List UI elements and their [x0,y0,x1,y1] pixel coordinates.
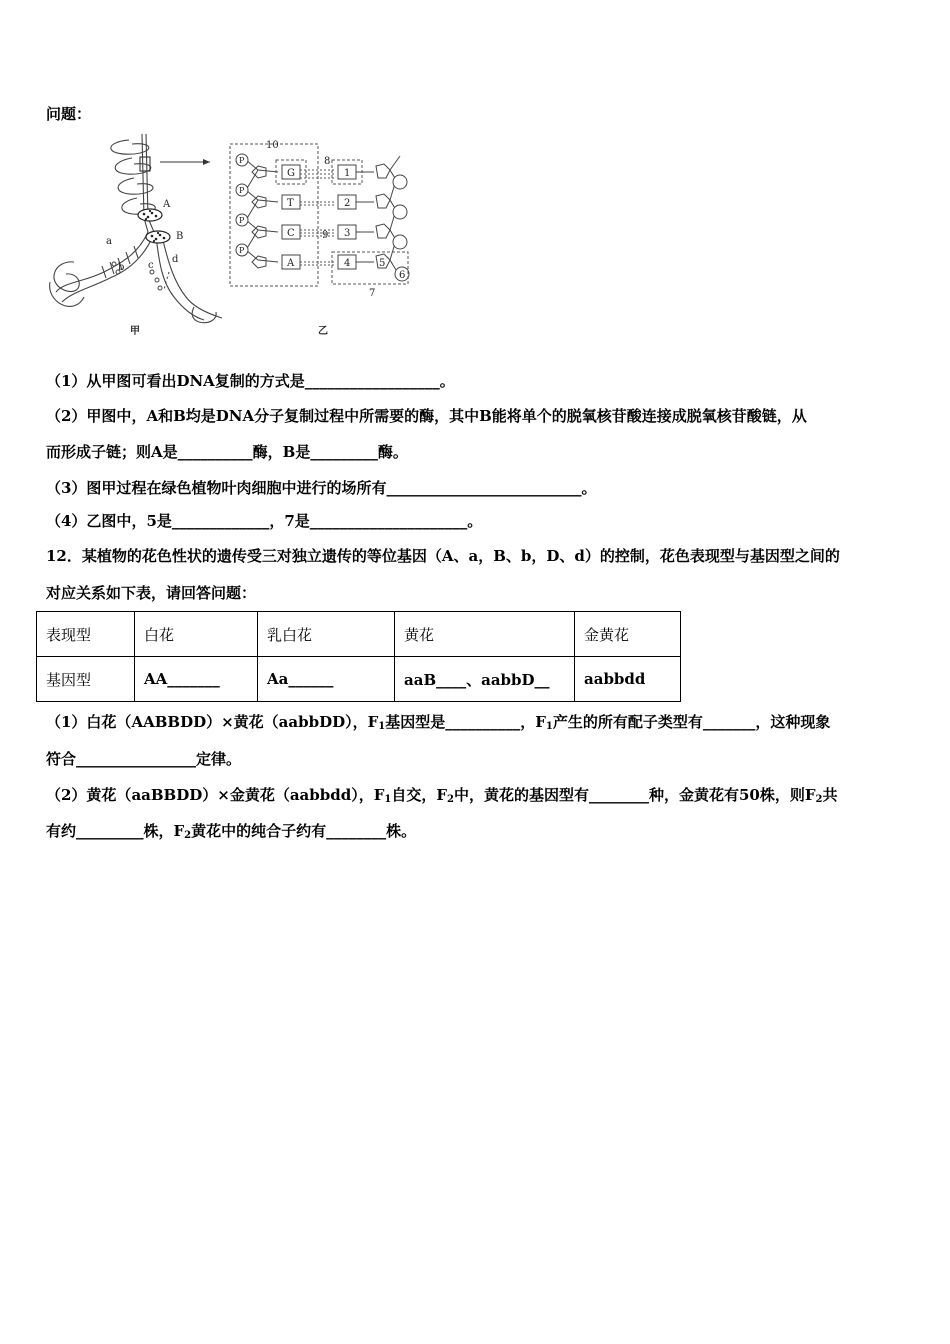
q12-s2a-text1: （2）黄花（aaBBDD）×金黄花（aabbdd），F [46,786,385,804]
q12-s2a-sub3: 2 [815,794,823,805]
phosphate-2: P [239,186,245,195]
q12-s2b-text1: 有约_________株，F [46,822,185,840]
q12-part1-line2: 符合________________定律。 [46,750,242,768]
num-5: 5 [379,258,386,269]
cell-white: 白花 [135,612,258,657]
q11-part3: （3）图甲过程在绿色植物叶肉细胞中进行的场所有__________________________。 [46,479,597,497]
figure-yi [230,140,409,337]
cell-milky-white: 乳白花 [258,612,395,657]
label-c: c [148,260,154,271]
num-8: 8 [324,156,331,167]
cell-genotype-milky: Aa______ [258,657,395,702]
base-1: 1 [344,168,351,179]
cell-genotype-yellow: aaB____、aabbD__ [395,657,575,702]
q12-s2a-text2: 自交，F [391,786,447,804]
label-d: d [172,254,179,265]
phosphate-1: P [239,156,245,165]
q12-part2-line1 [46,784,837,805]
base-g: G [287,168,295,179]
cell-genotype-white: AA_______ [135,657,258,702]
cell-golden-yellow: 金黄花 [575,612,681,657]
table-row-phenotype [37,612,681,657]
num-6: 6 [399,270,406,281]
q12-s1a-text1: （1）白花（AABBDD）×黄花（aabbDD），F [46,713,379,731]
q12-s2a-text3: 中，黄花的基因型有________种，金黄花有50株，则F [453,786,816,804]
base-2: 2 [344,198,351,209]
q12-s1a-sub1: 1 [378,721,386,732]
base-c: C [287,228,295,239]
table-row-genotype [37,657,681,702]
q12-s2a-sub2: 2 [446,794,454,805]
q12-s2a-sub1: 1 [384,794,392,805]
q12-s2b-sub1: 2 [184,830,192,841]
cell-yellow: 黄花 [395,612,575,657]
q11-part4: （4）乙图中，5是_____________，7是_____________________。 [46,512,483,530]
num-10: 10 [266,140,279,151]
q11-part2-line1: （2）甲图中，A和B均是DNA分子复制过程中所需要的酶，其中B能将单个的脱氧核苷酸连接成脱氧核苷酸链，从 [46,407,807,425]
q12-s1a-sub2: 1 [545,721,553,732]
q12-s2b-text2: 黄花中的纯合子约有________株。 [191,822,417,840]
base-4: 4 [344,258,351,269]
q12-s1a-text3: 产生的所有配子类型有_______，这种现象 [552,713,831,731]
q12-s2a-text4: 共 [822,786,838,804]
num-9: 9 [322,230,329,241]
q12-part1-line1 [46,711,830,732]
base-3: 3 [344,228,351,239]
label-a-upper: A [163,199,171,210]
q12-s1a-text2: 基因型是__________，F [385,713,546,731]
cell-phenotype-header: 表现型 [37,612,135,657]
q12-part2-line2 [46,820,416,841]
cell-genotype-header: 基因型 [37,657,135,702]
base-t: T [287,198,294,209]
q12-intro-line1: 12．某植物的花色性状的遗传受三对独立遗传的等位基因（A、a，B、b，D、d）的控制，花色表现型与基因型之间的 [46,547,840,565]
label-a-lower: a [106,236,112,247]
caption-jia: 甲 [130,326,140,337]
label-b-lower: b [118,262,125,273]
cell-genotype-golden: aabbdd [575,657,681,702]
base-a: A [287,258,295,269]
phosphate-4: P [239,246,245,255]
q11-part2-line2: 而形成子链；则A是__________酶，B是_________酶。 [46,443,408,461]
dna-figure [44,132,434,342]
q11-part1: （1）从甲图可看出DNA复制的方式是__________________。 [46,372,455,390]
label-b-upper: B [176,231,184,242]
num-7: 7 [369,288,376,299]
q12-intro-line2: 对应关系如下表，请回答问题： [46,584,257,602]
question-label: 问题： [46,105,92,123]
phosphate-3: P [239,216,245,225]
phenotype-genotype-table [36,611,681,702]
caption-yi: 乙 [318,326,328,337]
